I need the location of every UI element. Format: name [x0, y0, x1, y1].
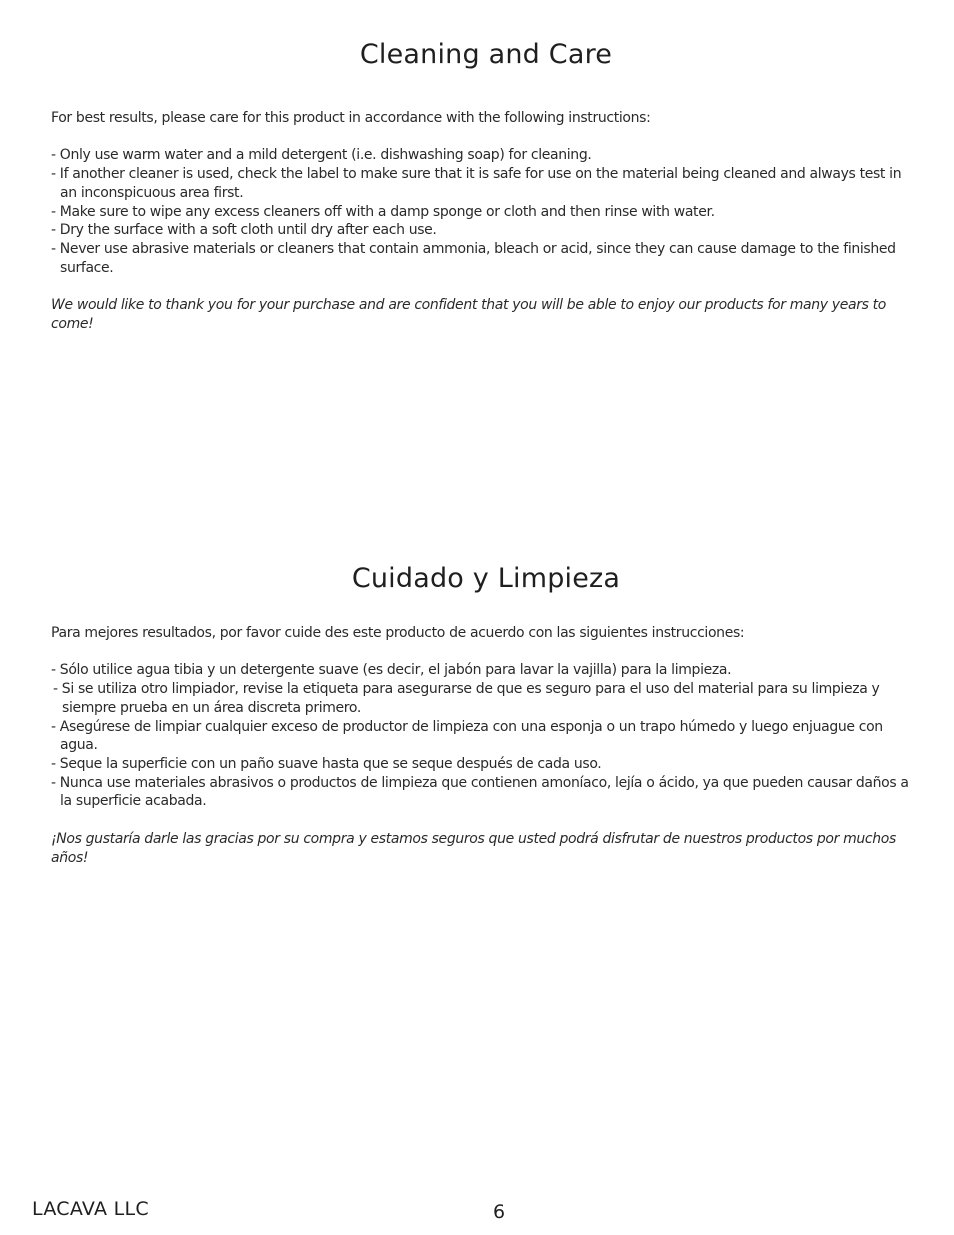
intro-english: For best results, please care for this product in accordance with the following instructions:	[51, 110, 651, 126]
instruction-list-english	[51, 146, 921, 277]
intro-spanish: Para mejores resultados, por favor cuide des este producto de acuerdo con las siguientes instrucciones:	[51, 625, 745, 641]
list-item: - Make sure to wipe any excess cleaners off with a damp sponge or cloth and then rinse with water.	[51, 203, 715, 220]
list-item: - Seque la superficie con un paño suave hasta que se seque después de cada uso.	[51, 755, 602, 772]
list-item: - Never use abrasive materials or cleaners that contain ammonia, bleach or acid, since they can cause damage to the finished surface.	[51, 240, 896, 276]
list-item: - Dry the surface with a soft cloth until dry after each use.	[51, 222, 437, 239]
list-item: - Nunca use materiales abrasivos o productos de limpieza que contienen amoníaco, lejía o ácido, ya que pueden causar daños a la superficie acabada.	[51, 774, 909, 810]
list-item: - Asegúrese de limpiar cualquier exceso de productor de limpieza con una esponja o un trapo húmedo y luego enjuague con agua.	[51, 718, 883, 754]
cleaning-care-section-english	[51, 36, 921, 334]
list-item: - Si se utiliza otro limpiador, revise la etiqueta para asegurarse de que es seguro para el uso del material para su limpieza y siempre prueba en un área discreta primero.	[53, 681, 880, 716]
page-title-spanish: Cuidado y Limpieza	[351, 563, 621, 594]
list-item: - If another cleaner is used, check the label to make sure that it is safe for use on the material being cleaned and always test in an inconspicuous area first.	[51, 166, 902, 201]
page-title-english: Cleaning and Care	[359, 39, 613, 70]
instruction-list-spanish	[51, 661, 921, 811]
list-item: - Only use warm water and a mild detergent (i.e. dishwashing soap) for cleaning.	[51, 147, 592, 164]
closing-note-spanish: ¡Nos gustaría darle las gracias por su compra y estamos seguros que usted podrá disfrutar de nuestros productos por muchos años!	[51, 830, 896, 866]
list-item: - Sólo utilice agua tibia y un detergente suave (es decir, el jabón para lavar la vajilla) para la limpieza.	[51, 662, 732, 679]
cleaning-care-section-spanish	[51, 560, 921, 868]
closing-note-english: We would like to thank you for your purchase and are confident that you will be able to enjoy our products for many years to come!	[51, 297, 887, 332]
footer-company-name: LACAVA LLC	[32, 1198, 149, 1220]
page-number: 6	[493, 1201, 506, 1223]
